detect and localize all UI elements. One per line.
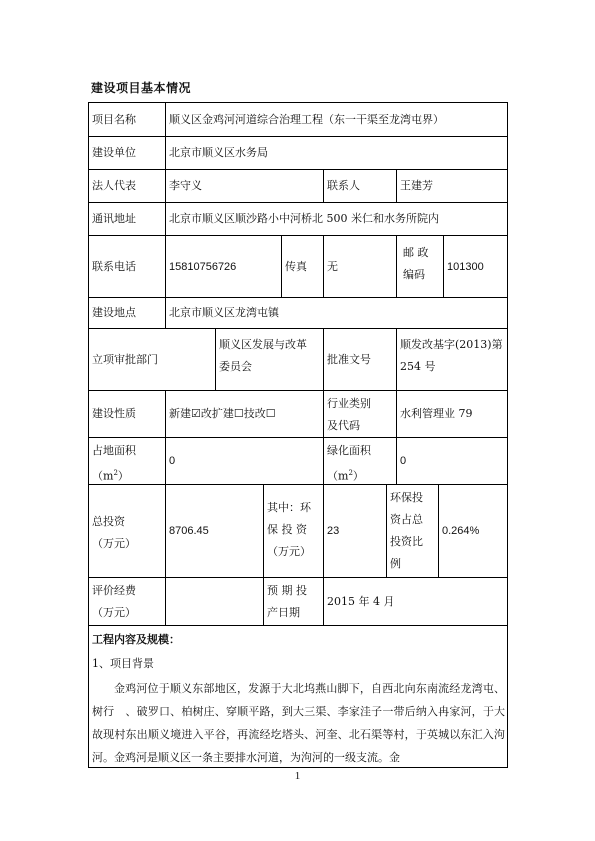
value-phone: 15810756726 [166, 236, 282, 298]
label-postcode-line2: 编码 [403, 268, 425, 281]
label-green [324, 438, 397, 485]
label-fax: 传真 [282, 236, 324, 298]
section-title: 工程内容及规模： [92, 633, 180, 646]
subsection-title: 1、项目背景 [92, 657, 154, 670]
label-legal-rep: 法人代表 [89, 170, 166, 203]
label-prod-line2: 产日期 [267, 606, 300, 619]
label-green-close: ） [352, 469, 364, 483]
value-legal-rep: 李守义 [166, 170, 324, 203]
label-contact: 联系人 [324, 170, 397, 203]
label-project-name: 项目名称 [89, 103, 166, 137]
label-location: 建设地点 [89, 298, 166, 329]
label-industry [324, 391, 397, 438]
label-ratio-line1: 环保投 [390, 491, 423, 504]
label-postcode-line1: 邮 政 [403, 246, 429, 259]
label-evaluation [89, 578, 166, 626]
value-production-date: 2015 年 4 月 [324, 578, 507, 626]
label-approval-dept: 立项审批部门 [89, 329, 216, 391]
label-env-line1: 其中：环 [267, 501, 311, 514]
label-ratio-line2: 资占总 [390, 513, 423, 526]
value-approval-dept-line1: 顺义区发展与改革 [219, 338, 307, 351]
label-nature: 建设性质 [89, 391, 166, 438]
label-area-unit: （m [92, 469, 114, 483]
label-evaluation-line2: （万元） [92, 606, 136, 619]
value-location: 北京市顺义区龙湾屯镇 [166, 298, 507, 329]
label-green-unit: （m [327, 469, 349, 483]
label-investment [89, 485, 166, 578]
label-area-line1: 占地面积 [92, 444, 136, 457]
value-approval-doc-line1: 顺发改基字(2013)第 [400, 338, 503, 351]
label-investment-line1: 总投资 [92, 515, 125, 528]
value-postcode: 101300 [444, 236, 507, 298]
label-industry-line2: 及代码 [327, 419, 360, 432]
value-approval-dept [216, 329, 324, 391]
label-env-line2: 保 投 资 [267, 523, 307, 536]
value-approval-doc [397, 329, 507, 391]
label-green-line1: 绿化面积 [327, 444, 371, 457]
label-address: 通讯地址 [89, 203, 166, 236]
value-env-investment: 23 [324, 485, 387, 578]
page-title: 建设项目基本情况 [91, 81, 192, 95]
label-area-close: ） [117, 469, 129, 483]
label-postcode [397, 236, 444, 298]
value-nature: 新建☑改扩建☐技改☐ [166, 391, 324, 438]
value-project-name: 顺义区金鸡河河道综合治理工程（东一干渠至龙湾屯界） [166, 103, 507, 137]
value-contact: 王建芳 [397, 170, 507, 203]
label-unit: 建设单位 [89, 137, 166, 170]
label-area-line2 [92, 462, 165, 485]
label-area [89, 438, 166, 485]
label-evaluation-line1: 评价经费 [92, 584, 136, 597]
value-green: 0 [397, 438, 507, 485]
value-area: 0 [166, 438, 324, 485]
label-ratio-line4: 例 [390, 557, 401, 570]
page-number: 1 [294, 770, 301, 782]
label-prod-line1: 预 期 投 [267, 584, 307, 597]
label-investment-line2: （万元） [92, 537, 136, 550]
value-fax: 无 [324, 236, 397, 298]
value-approval-dept-line2: 委员会 [219, 360, 252, 373]
label-green-sup: 2 [348, 469, 353, 477]
label-area-sup: 2 [113, 469, 118, 477]
value-address: 北京市顺义区顺沙路小中河桥北 500 米仁和水务所院内 [166, 203, 507, 236]
value-approval-doc-line2: 254 号 [400, 360, 436, 373]
label-env-line3: （万元） [267, 545, 311, 558]
value-industry: 水利管理业 79 [397, 391, 507, 438]
label-green-line2 [327, 462, 396, 485]
label-phone: 联系电话 [89, 236, 166, 298]
value-investment: 8706.45 [166, 485, 264, 578]
label-env-investment [264, 485, 324, 578]
label-env-ratio [387, 485, 439, 578]
background-paragraph: 金鸡河位于顺义东部地区，发源于大北坞燕山脚下，自西北向东南流经龙湾屯、树行 、破罗口、柏树庄、穿顺平路，到大三渠、李家洼子一带后纳入冉家河，于大故现村东出顺义境进入平谷，再流经圪塔头、河奎、北石渠等村，于英城以东汇入泃河。金鸡河是顺义区一条主要排水河道，为泃河的一级支流。金 [92, 682, 505, 764]
label-approval-doc: 批准文号 [324, 329, 397, 391]
value-env-ratio: 0.264% [439, 485, 507, 578]
value-evaluation [166, 578, 264, 626]
label-ratio-line3: 投资比 [390, 535, 423, 548]
basic-info-table [88, 102, 508, 768]
value-unit: 北京市顺义区水务局 [166, 137, 507, 170]
label-industry-line1: 行业类别 [327, 397, 371, 410]
label-production-date [264, 578, 324, 626]
